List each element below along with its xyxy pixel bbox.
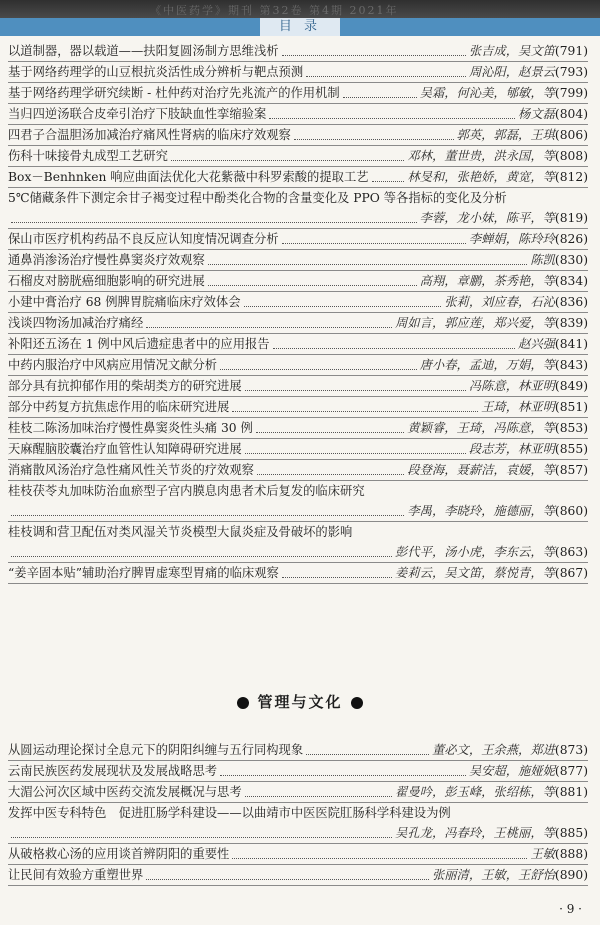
toc-entry[interactable] [8,271,588,292]
leader-dots [220,369,417,370]
entry-title: 5℃储藏条件下测定余甘子褐变过程中酚类化合物的含量变化及 PPO 等各指标的变化及分析 [8,191,507,205]
entry-title: 伤科十味接骨丸成型工艺研究 [8,149,168,163]
entry-title: 中药内服治疗中风病应用情况文献分析 [8,358,218,372]
leader-dots [232,411,478,412]
toc-header-title: 目 录 [260,18,340,36]
entry-authors: 赵兴强 [518,337,555,351]
entry-authors: 吴孔龙，冯春玲，王桃丽，等 [395,826,555,840]
section-heading [0,690,600,714]
toc-entry[interactable] [8,62,588,83]
entry-authors: 冯陈意，林亚明 [468,379,555,393]
leader-dots [208,264,528,265]
toc-entry[interactable] [8,481,588,522]
entry-authors: 段志芳，林亚明 [468,442,555,456]
entry-page: (791) [554,44,588,58]
top-banner-text: 《中医药学》期刊 第32卷 第4期 2021年 [150,4,399,17]
leader-dots [232,858,527,859]
leader-dots [257,474,404,475]
entry-authors: 林旻和，张艳娇，黄宽，等 [407,170,555,184]
entry-authors: 姜莉云，吴文笛，蔡悦青，等 [395,566,555,580]
toc-entry[interactable] [8,250,588,271]
entry-authors: 张莉，刘应春，石沁 [444,295,555,309]
entry-title: 部分具有抗抑郁作用的柴胡类方的研究进展 [8,379,242,393]
entry-title: 以道制器，器以载道——扶阳复圆汤制方思维浅析 [8,44,279,58]
entry-authors: 张丽清，王敏，王舒怡 [431,868,555,882]
entry-title: 让民间有效验方重塑世界 [8,868,144,882]
entry-page: (806) [554,128,588,142]
entry-page: (855) [554,442,588,456]
entry-page: (860) [554,504,588,518]
toc-entry[interactable] [8,313,588,334]
toc-entry[interactable] [8,83,588,104]
bullet-dot-icon [237,697,249,709]
toc-list [8,41,588,584]
toc-entry[interactable] [8,397,588,418]
entry-page: (830) [554,253,588,267]
toc-entry[interactable] [8,418,588,439]
toc-entry[interactable] [8,292,588,313]
entry-page: (881) [554,785,588,799]
entry-authors: 唐小春，孟迪，万娟，等 [419,358,555,372]
entry-page: (863) [554,545,588,559]
entry-page: (839) [554,316,588,330]
entry-page: (826) [554,232,588,246]
entry-authors: 郭英，郭磊，王琪 [456,128,555,142]
entry-title: 基于网络药理学研究续断 - 杜仲药对治疗先兆流产的作用机制 [8,86,340,100]
section-title: 管理与文化 [257,693,343,711]
entry-title: 从破格救心汤的应用谈首辨阴阳的重要性 [8,847,230,861]
header-band [0,18,600,36]
toc-entry[interactable] [8,865,588,886]
entry-title: 桂枝茯苓丸加味防治血瘀型子宫内膜息肉患者术后复发的临床研究 [8,484,365,498]
page-number: · 9 · [559,902,582,916]
entry-title: 浅谈四物汤加减治疗痛经 [8,316,144,330]
entry-page: (808) [554,149,588,163]
entry-page: (888) [554,847,588,861]
leader-dots [244,306,442,307]
entry-title: 云南民族医药发展现状及发展战略思考 [8,764,218,778]
entry-authors: 邓林，董世贵，洪永国，等 [407,149,555,163]
entry-authors: 杨文磊 [518,107,555,121]
entry-page: (890) [554,868,588,882]
entry-page: (836) [554,295,588,309]
entry-page: (873) [554,743,588,757]
leader-dots [282,577,392,578]
entry-authors: 彭代平，汤小虎，李东云，等 [395,545,555,559]
entry-page: (849) [554,379,588,393]
top-banner [0,0,600,18]
entry-page: (812) [554,170,588,184]
entry-title: 补阳还五汤在 1 例中风后遗症患者中的应用报告 [8,337,270,351]
toc-entry[interactable] [8,803,588,844]
entry-title: 消痛散风汤治疗急性痛风性关节炎的疗效观察 [8,463,254,477]
toc-entry[interactable] [8,376,588,397]
entry-page: (885) [554,826,588,840]
leader-dots [208,285,417,286]
entry-title: Box－Benhnken 响应曲面法优化大花紫薇中科罗索酸的提取工艺 [8,170,369,184]
entry-title: 天麻醒脑胶囊治疗血管性认知障碍研究进展 [8,442,242,456]
leader-dots [372,181,405,182]
entry-title: 保山市医疗机构药品不良反应认知度情况调查分析 [8,232,279,246]
entry-authors: 张吉成，吴文笛 [468,44,555,58]
leader-dots [171,160,404,161]
toc-list-management [8,740,588,886]
leader-dots [220,775,466,776]
entry-page: (843) [554,358,588,372]
entry-title: 通鼻消渗汤治疗慢性鼻窦炎疗效观察 [8,253,205,267]
entry-title: 发挥中医专科特色 促进肛肠学科建设——以曲靖市中医医院肛肠科学科建设为例 [8,806,451,820]
entry-title: 从圆运动理论探讨全息元下的阴阳纠缠与五行同构现象 [8,743,304,757]
entry-page: (819) [554,211,588,225]
entry-authors: 陈凯 [530,253,555,267]
entry-title: 四君子合温胆汤加减治疗痛风性肾病的临床疗效观察 [8,128,291,142]
entry-page: (857) [554,463,588,477]
entry-title: 小建中膏治疗 68 例脾胃脘痛临床疗效体会 [8,295,241,309]
toc-entry[interactable] [8,460,588,481]
leader-dots [282,243,466,244]
entry-title: 部分中药复方抗焦虑作用的临床研究进展 [8,400,230,414]
toc-entry[interactable] [8,782,588,803]
toc-entry[interactable] [8,355,588,376]
leader-dots [294,139,454,140]
entry-page: (804) [554,107,588,121]
toc-entry[interactable] [8,229,588,250]
toc-entry[interactable] [8,125,588,146]
leader-dots [306,754,429,755]
leader-dots [11,837,392,838]
leader-dots [11,515,404,516]
leader-dots [146,879,429,880]
toc-entry[interactable] [8,188,588,229]
leader-dots [282,55,466,56]
toc-entry[interactable] [8,334,588,355]
leader-dots [256,432,405,433]
entry-authors: 王敏 [530,847,555,861]
entry-authors: 周如言，郭应莲，郑兴爱，等 [395,316,555,330]
entry-page: (877) [554,764,588,778]
entry-page: (851) [554,400,588,414]
entry-page: (793) [554,65,588,79]
leader-dots [343,97,417,98]
entry-title: “姜辛固本贴”辅助治疗脾胃虚寒型胃痛的临床观察 [8,566,279,580]
toc-entry[interactable] [8,146,588,167]
leader-dots [11,222,417,223]
entry-page: (867) [554,566,588,580]
leader-dots [146,327,392,328]
leader-dots [11,556,392,557]
leader-dots [245,453,466,454]
leader-dots [306,76,466,77]
entry-title: 石榴皮对膀胱癌细胞影响的研究进展 [8,274,205,288]
entry-authors: 李蓉，龙小妹，陈平，等 [419,211,555,225]
entry-title: 基于网络药理学的山豆根抗炎活性成分辨析与靶点预测 [8,65,304,79]
toc-entry[interactable] [8,41,588,62]
entry-page: (799) [554,86,588,100]
toc-entry[interactable] [8,761,588,782]
entry-authors: 李蝉娟，陈玲玲 [468,232,555,246]
bullet-dot-icon [351,697,363,709]
entry-authors: 董必文，王余燕，郑进 [431,743,555,757]
toc-entry[interactable] [8,439,588,460]
toc-entry[interactable] [8,104,588,125]
entry-authors: 黄颖睿，王琦，冯陈意，等 [407,421,555,435]
entry-authors: 吴霜，何沁美，郇敏，等 [419,86,555,100]
entry-page: (834) [554,274,588,288]
toc-entry[interactable] [8,844,588,865]
entry-authors: 高翔，章鹏，茶秀艳，等 [419,274,555,288]
entry-page: (841) [554,337,588,351]
entry-title: 大湄公河次区域中医药交流发展概况与思考 [8,785,242,799]
toc-entry[interactable] [8,563,588,584]
entry-authors: 翟曼吟，彭玉峰，张绍栋，等 [395,785,555,799]
toc-entry[interactable] [8,522,588,563]
entry-authors: 吴安超，施娅妮 [468,764,555,778]
entry-title: 桂枝二陈汤加味治疗慢性鼻窦炎性头痛 30 例 [8,421,253,435]
entry-title: 当归四逆汤联合皮牵引治疗下肢缺血性挛缩验案 [8,107,267,121]
entry-authors: 周沁阳，赵景云 [468,65,555,79]
entry-page: (853) [554,421,588,435]
leader-dots [245,796,392,797]
toc-entry[interactable] [8,167,588,188]
toc-entry[interactable] [8,740,588,761]
entry-authors: 王琦，林亚明 [481,400,555,414]
leader-dots [269,118,515,119]
leader-dots [245,390,466,391]
entry-authors: 段登海，聂薪洁，袁媛，等 [407,463,555,477]
leader-dots [273,348,515,349]
entry-title: 桂枝调和营卫配伍对类风湿关节炎模型大鼠炎症及骨破坏的影响 [8,525,353,539]
entry-authors: 李禺，李晓玲，施德丽，等 [407,504,555,518]
